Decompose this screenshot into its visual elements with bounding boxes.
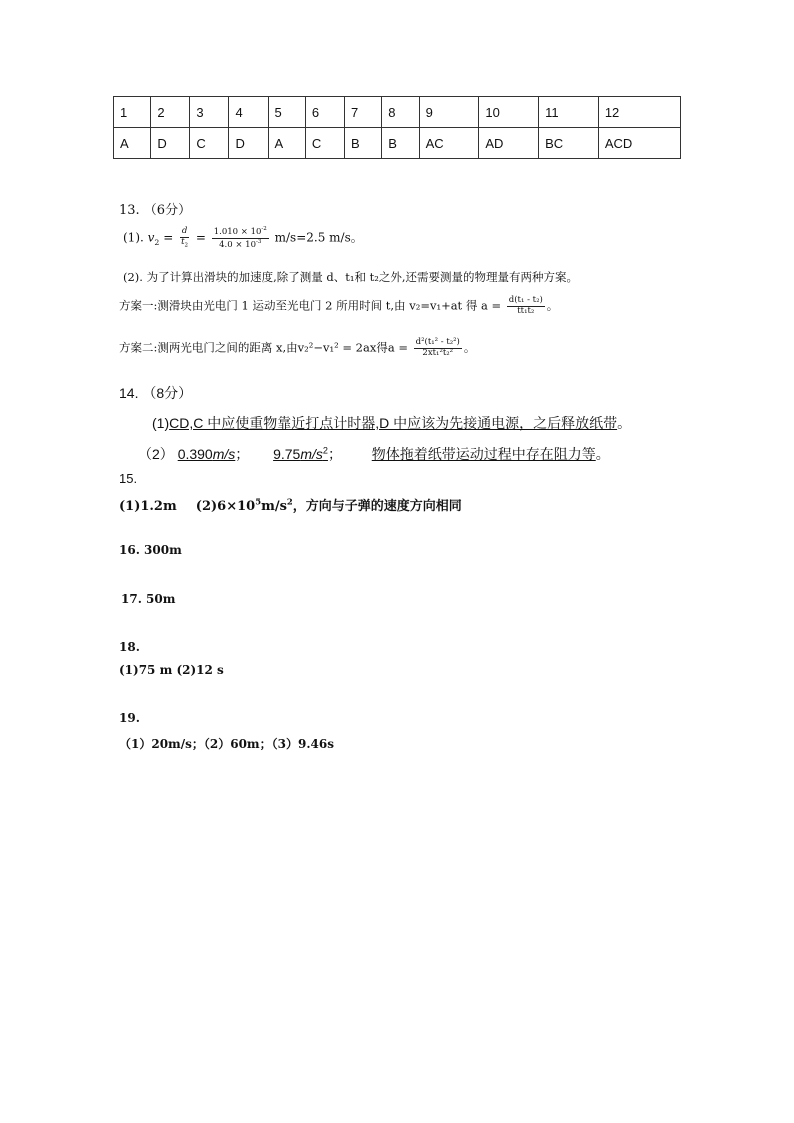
numerator-exponent: -2 <box>261 226 267 232</box>
question-number-cell: 6 <box>305 97 344 128</box>
fraction-numeric-denominator <box>217 239 263 251</box>
answer-cell: D <box>151 128 190 159</box>
answer-cell: B <box>344 128 381 159</box>
q15-part2-b: m/s <box>261 499 287 514</box>
velocity-symbol: v <box>147 230 155 245</box>
question-number-cell: 8 <box>382 97 419 128</box>
q14-part2 <box>138 444 610 464</box>
question-number-cell: 2 <box>151 97 190 128</box>
plan2-numerator: d²(t₁² - t₂²) <box>415 337 460 347</box>
answer-cell: ACD <box>598 128 680 159</box>
q15-exponent-1: 5 <box>255 496 262 507</box>
q13-part1-result: m/s=2.5 m/s。 <box>274 230 363 245</box>
fraction-d-over-t2 <box>179 227 190 249</box>
question-number-cell: 1 <box>114 97 151 128</box>
equals-sign: = <box>159 230 178 245</box>
numerator-value: 1.010 × 10 <box>213 226 262 237</box>
q18-answer: (1)75 m (2)12 s <box>119 663 224 677</box>
plan2-end: 。 <box>463 340 476 355</box>
plan1-denominator: tt₁t₂ <box>517 305 535 316</box>
plan2-text: 方案二:测两光电门之间的距离 x,由v₂²−v₁² = 2ax得a = <box>119 340 408 355</box>
q13-part1 <box>123 226 363 250</box>
q13-part2: (2). 为了计算出滑块的加速度,除了测量 d、t₁和 t₂之外,还需要测量的物理量有两种方案。 <box>123 270 579 284</box>
answer-cell: B <box>382 128 419 159</box>
speed-unit: m/s <box>212 446 236 462</box>
q19-heading: 19. <box>119 711 140 725</box>
velocity-subscript: 2 <box>154 237 160 247</box>
reason-answer: 物体拖着纸带运动过程中存在阻力等 <box>371 446 596 462</box>
gravity-answer <box>273 446 328 462</box>
plan1-text: 方案一:测滑块由光电门 1 运动至光电门 2 所用时间 t,由 v₂=v₁+at 得 a = <box>119 298 502 313</box>
q15-exponent-2: 2 <box>286 496 293 507</box>
q16-answer: 16. 300m <box>119 543 182 557</box>
equals-sign-2: = <box>195 230 210 245</box>
q13-part1-prefix: (1). <box>123 230 144 245</box>
denominator-exponent: -3 <box>256 238 262 245</box>
answer-cell: A <box>114 128 151 159</box>
answer-table <box>113 96 681 159</box>
gravity-unit-exponent: 2 <box>322 445 328 456</box>
question-number-cell: 7 <box>344 97 381 128</box>
question-number-cell: 9 <box>419 97 479 128</box>
q15-part2-c: ，方向与子弹的速度方向相同 <box>292 499 462 514</box>
fraction-numeric <box>212 226 269 250</box>
q14-part1-prefix: (1) <box>152 415 170 431</box>
q18-heading: 18. <box>119 640 140 654</box>
q15-part1: (1)1.2m <box>119 499 177 514</box>
denominator-t: t <box>181 236 185 247</box>
plan1-end: 。 <box>546 298 559 313</box>
denominator-subscript: 2 <box>184 242 189 249</box>
separator-2: ； <box>327 446 342 462</box>
q15-heading: 15. <box>119 471 138 486</box>
fraction-denominator <box>179 238 190 249</box>
question-number-cell: 12 <box>598 97 680 128</box>
gravity-value: 9.75 <box>273 446 301 462</box>
q14-part1-end: 。 <box>617 415 632 431</box>
answer-cell: C <box>305 128 344 159</box>
plan1-fraction <box>507 296 545 317</box>
q14-heading: 14. （8分） <box>119 385 193 401</box>
q14-part1 <box>152 413 631 433</box>
question-number-cell: 3 <box>190 97 229 128</box>
q15-part2-a: (2)6×10 <box>195 499 256 514</box>
answer-cell: BC <box>539 128 599 159</box>
answer-table-answer-row <box>114 128 681 159</box>
plan2-denominator: 2xt₁²t₂² <box>422 347 454 358</box>
question-number-cell: 4 <box>229 97 268 128</box>
q14-part1-answer: CD,C 中应使重物靠近打点计时器,D 中应该为先接通电源，之后释放纸带 <box>169 415 618 431</box>
gravity-unit: m/s <box>300 446 323 462</box>
plan2-fraction <box>414 338 462 359</box>
answer-cell: A <box>268 128 305 159</box>
fraction-numerator: d <box>181 226 188 237</box>
answer-cell: D <box>229 128 268 159</box>
answer-cell: AC <box>419 128 479 159</box>
q14-part2-prefix: （2） <box>138 446 174 462</box>
q13-plan2 <box>119 338 475 359</box>
q17-answer: 17. 50m <box>121 592 176 606</box>
plan1-numerator: d(t₁ - t₂) <box>508 295 543 305</box>
q14-part2-end: 。 <box>595 446 610 462</box>
q13-heading: 13. （6分） <box>119 203 192 218</box>
question-number-cell: 11 <box>539 97 599 128</box>
fraction-numeric-numerator <box>212 226 269 239</box>
answer-table-number-row <box>114 97 681 128</box>
q15-answer <box>119 495 462 514</box>
q19-answer: （1）20m/s；（2）60m；（3）9.46s <box>119 737 334 751</box>
denominator-value: 4.0 × 10 <box>219 239 256 250</box>
q13-plan1 <box>119 296 558 317</box>
speed-value: 0.390 <box>177 446 213 462</box>
question-number-cell: 10 <box>479 97 539 128</box>
question-number-cell: 5 <box>268 97 305 128</box>
separator-1: ； <box>235 446 250 462</box>
speed-answer <box>178 446 236 462</box>
answer-cell: C <box>190 128 229 159</box>
answer-cell: AD <box>479 128 539 159</box>
